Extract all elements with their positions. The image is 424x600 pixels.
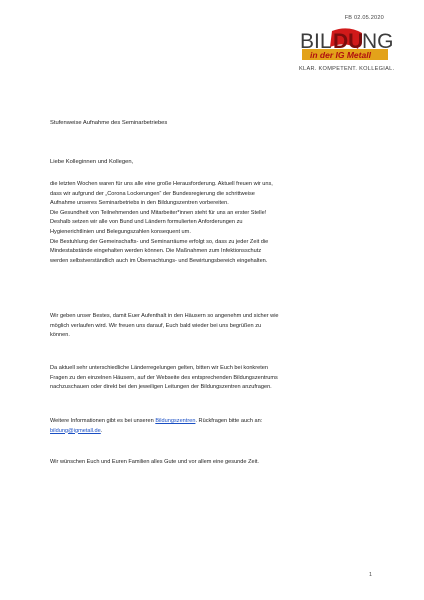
bildungszentren-link[interactable]: Bildungszentren	[155, 418, 196, 424]
paragraph-1-line: werden selbstverständlich auch im Übernachtungs- und Bewirtungsbereich eingehalten.	[50, 257, 268, 264]
paragraph-3-line: Da aktuell sehr unterschiedliche Länderregelungen gelten, bitten wir Euch bei konkreten	[50, 365, 268, 371]
paragraph-3-line: Fragen zu den einzelnen Häusern, auf der Webseite des entsprechenden Bildungszentrums	[50, 374, 278, 381]
logo-band-text: in der IG Metall	[310, 50, 371, 60]
paragraph-1-line: Aufnahme unseres Seminarbetriebs in den Bildungszentren vorbereiten.	[50, 200, 229, 207]
inquiry-text: . Rückfragen bitte auch an:	[195, 418, 263, 424]
paragraph-1-line: die letzten Wochen waren für uns alle eine große Herausforderung. Aktuell freuen wir uns,	[50, 181, 273, 187]
logo-word-left: BIL	[300, 30, 332, 53]
paragraph-4-line	[50, 427, 380, 437]
paragraph-2-line: möglich verlaufen wird. Wir freuen uns darauf, Euch bald wieder bei uns begrüßen zu	[50, 322, 262, 329]
logo-tagline: KLAR. KOMPETENT. KOLLEGIAL.	[299, 66, 394, 72]
paragraph-1	[50, 180, 380, 266]
paragraph-1-line: Hygienerichtlinien und Belegungszahlen konsequent um.	[50, 228, 191, 235]
page-number: 1	[369, 572, 372, 578]
closing-line: Wir wünschen Euch und Euren Familien alles Gute und vor allem eine gesunde Zeit.	[50, 459, 259, 465]
paragraph-4-line	[50, 417, 380, 427]
paragraph-2-line: können.	[50, 332, 70, 339]
paragraph-2	[50, 312, 380, 341]
paragraph-1-line: dass wir aufgrund der „Corona Lockerungen“ der Bundesregierung die schrittweise	[50, 190, 255, 197]
letter-salutation: Liebe Kolleginnen und Kollegen,	[50, 159, 134, 165]
bildung-logo	[296, 27, 394, 83]
paragraph-1-line: Die Gesundheit von Teilnehmenden und Mitarbeiter*innen steht für uns an erster Stelle!	[50, 209, 267, 216]
paragraph-1-line: Die Bestuhlung der Gemeinschafts- und Seminarräume erfolgt so, dass zu jeder Zeit die	[50, 238, 269, 245]
paragraph-5	[50, 458, 380, 468]
paragraph-2-line: Wir geben unser Bestes, damit Euer Aufenthalt in den Häusern so angenehm und sicher wie	[50, 313, 279, 319]
document-date: FB 02.05.2020	[344, 15, 384, 21]
paragraph-3	[50, 364, 380, 393]
paragraph-3-line: nachzuschauen oder direkt bei den jeweiligen Leitungen der Bildungszentren anzufragen.	[50, 384, 272, 391]
paragraph-1-line: Deshalb setzen wir alle von Bund und Ländern formulierten Anforderungen zu	[50, 219, 243, 226]
logo-word-right: NG	[362, 30, 394, 53]
paragraph-1-line: Mindestabstände eingehalten werden können. Die Maßnahmen zum Infektionsschutz	[50, 248, 262, 255]
letter-subject: Stufenweise Aufnahme des Seminarbetriebes	[50, 120, 168, 126]
email-suffix: .	[100, 427, 103, 434]
bildung-logo-graphic	[296, 27, 394, 83]
paragraph-4	[50, 417, 380, 436]
info-text: Weitere Informationen gibt es bei unseren	[50, 418, 156, 424]
email-link[interactable]: bildung@igmetall.de	[50, 427, 101, 434]
logo-word-mid: DU	[333, 30, 364, 53]
